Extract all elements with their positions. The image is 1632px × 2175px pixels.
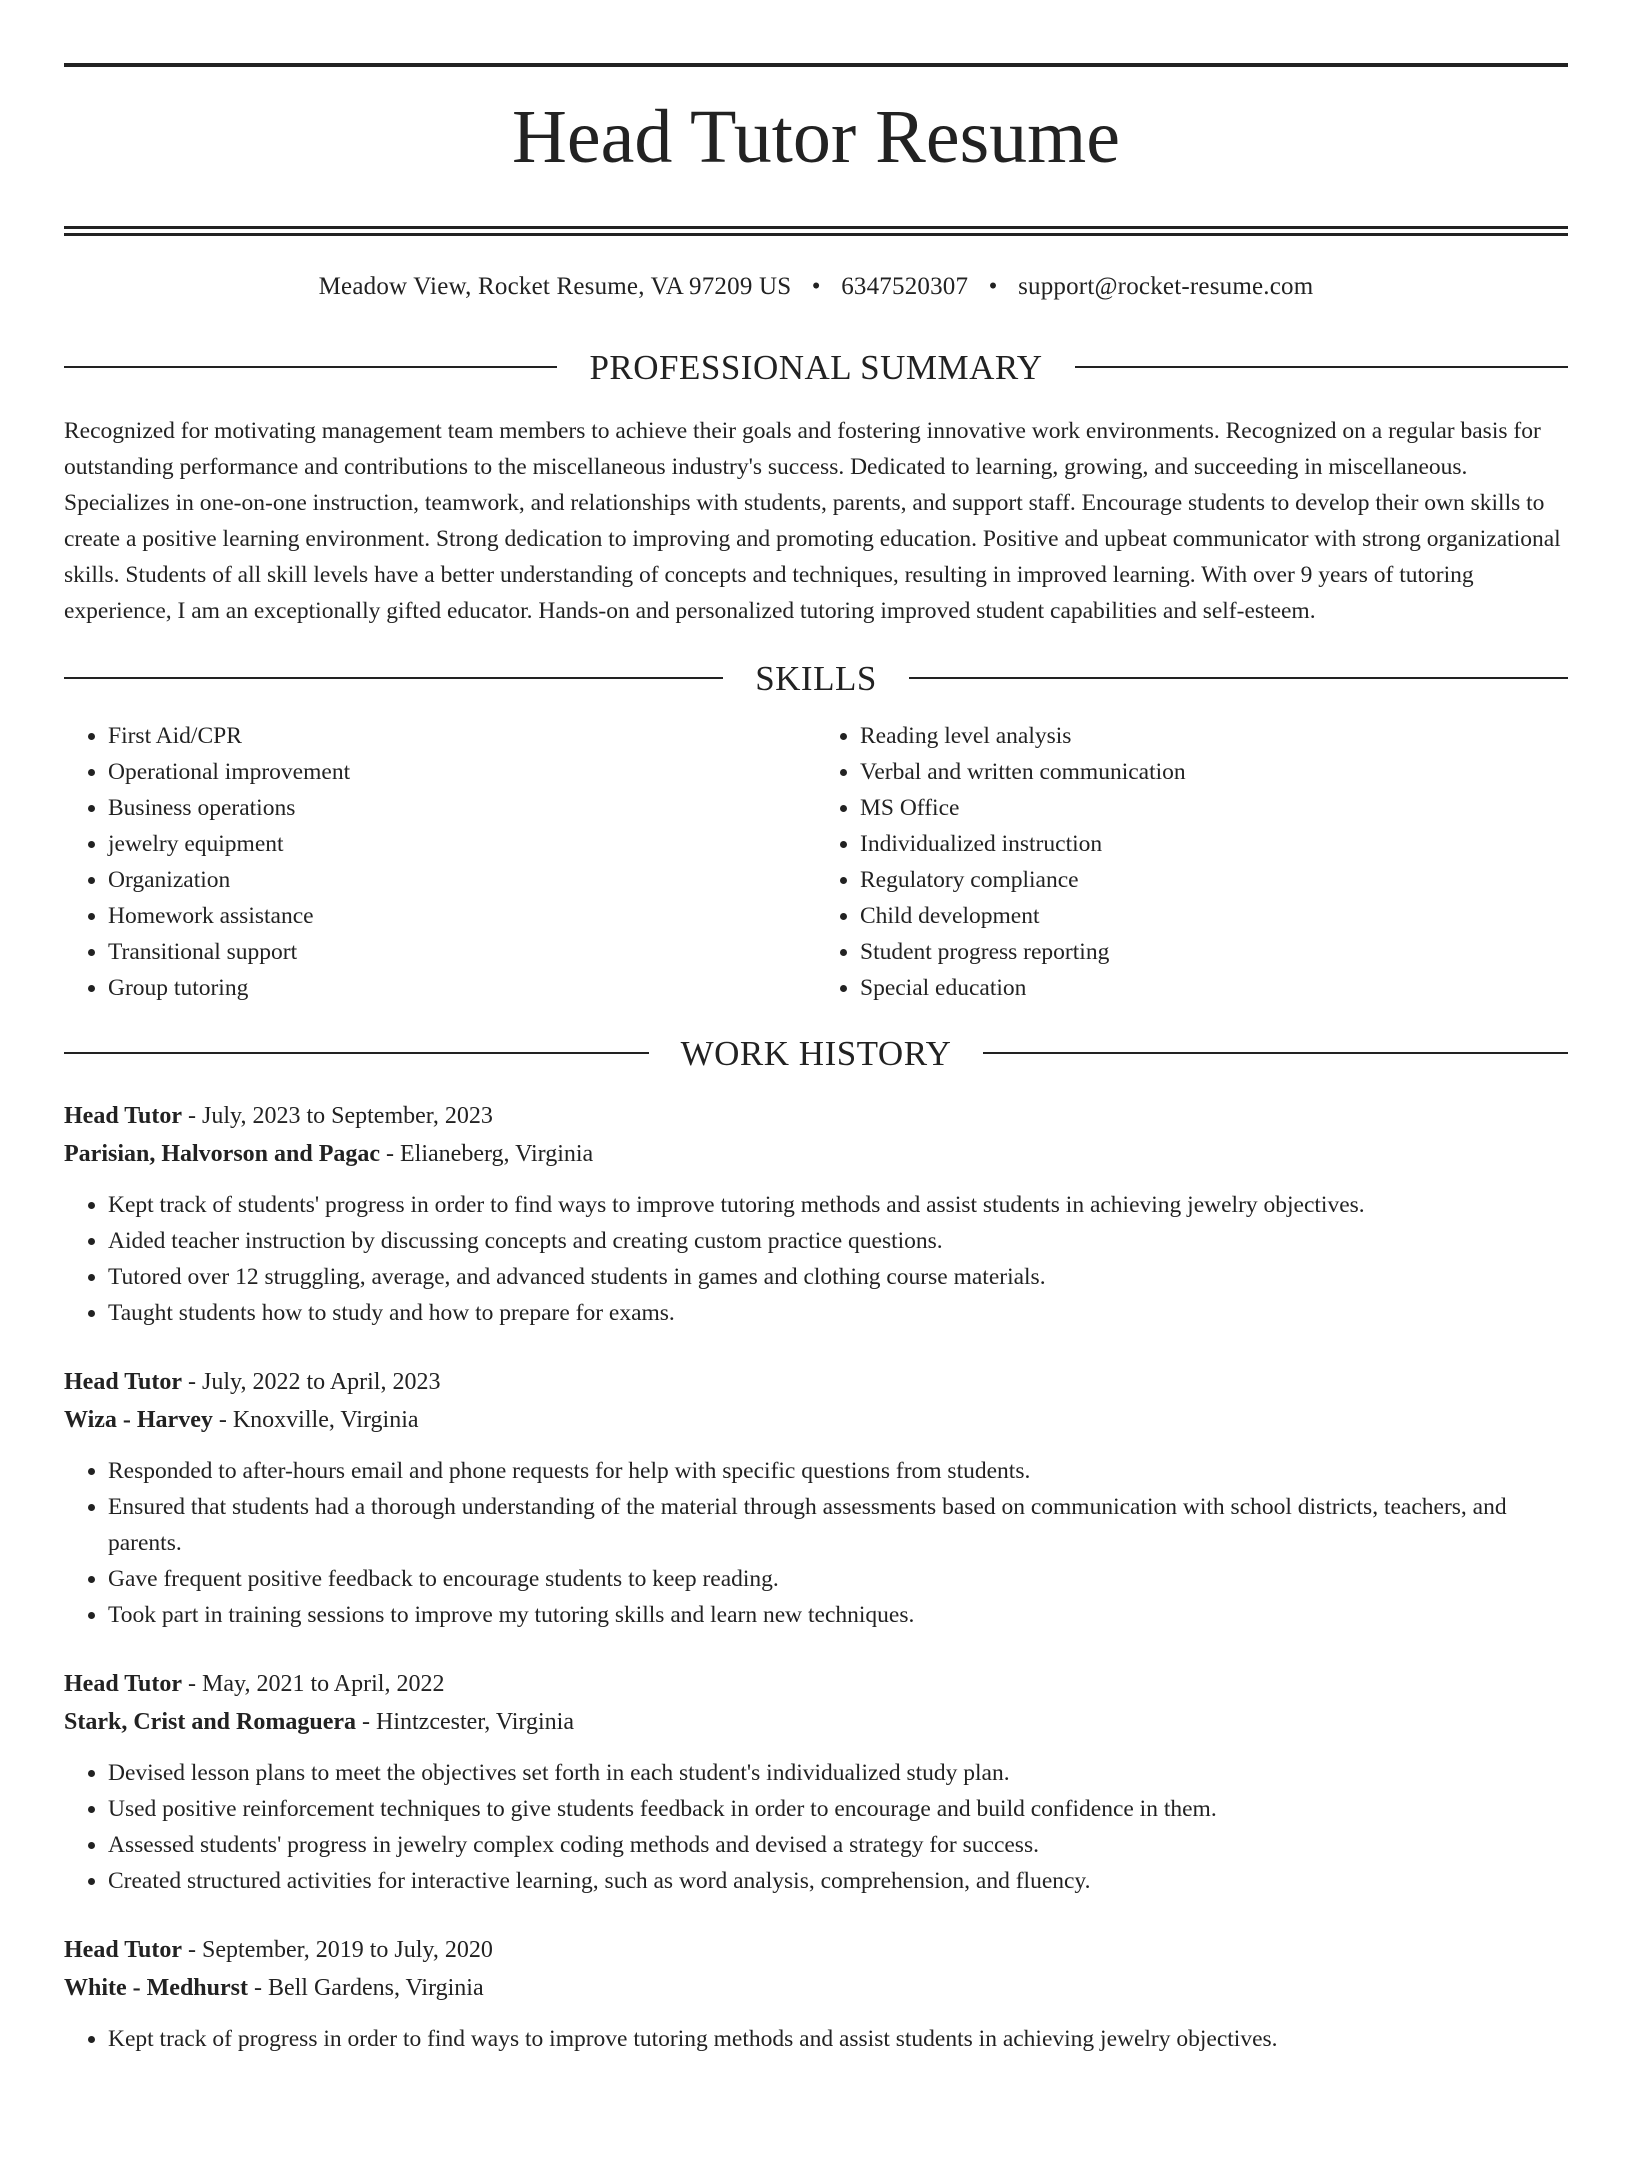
- work-heading: [64, 1033, 1568, 1073]
- job-dates: - May, 2021 to April, 2022: [182, 1670, 445, 1697]
- job-bullet: • Created structured activities for interactive learning, such as word analysis, comprehension, and fluency.: [108, 1863, 1568, 1899]
- skill-item: • Special education: [860, 970, 1568, 1006]
- job-title: Head Tutor: [64, 1102, 183, 1129]
- work-heading-label: WORK HISTORY: [680, 1033, 952, 1073]
- job-bullet: • Ensured that students had a thorough understanding of the material through assessments based on communication with school districts, teachers, and parents.: [108, 1489, 1568, 1561]
- skill-item: • Group tutoring: [108, 970, 816, 1006]
- job-dates: - July, 2022 to April, 2023: [182, 1368, 441, 1395]
- job-bullets: [64, 1187, 1568, 1331]
- job-company: Stark, Crist and Romaguera: [64, 1708, 356, 1735]
- heading-rule-right: [983, 1052, 1568, 1054]
- job-company-line: [64, 1401, 1568, 1439]
- heading-rule-right: [1075, 366, 1568, 368]
- job-bullet: • Aided teacher instruction by discussing concepts and creating custom practice questions.: [108, 1223, 1568, 1259]
- heading-rule-right: [909, 677, 1568, 679]
- job-location: - Elianeberg, Virginia: [380, 1140, 594, 1167]
- skill-item: • Regulatory compliance: [860, 862, 1568, 898]
- resume-title: Head Tutor Resume: [512, 95, 1120, 179]
- resume-page: [0, 63, 1632, 2175]
- skill-item: • Reading level analysis: [860, 718, 1568, 754]
- title-double-rule: [64, 226, 1568, 236]
- job-title: Head Tutor: [64, 1936, 183, 1963]
- job-entry: [64, 1097, 1568, 1331]
- job-bullet: • Took part in training sessions to improve my tutoring skills and learn new techniques.: [108, 1597, 1568, 1633]
- top-rule: [64, 63, 1568, 67]
- job-bullet: • Used positive reinforcement techniques to give students feedback in order to encourage and build confidence in them.: [108, 1791, 1568, 1827]
- job-title: Head Tutor: [64, 1368, 183, 1395]
- job-entry: [64, 1363, 1568, 1633]
- job-company: White - Medhurst: [64, 1974, 248, 2001]
- contact-separator: •: [988, 272, 998, 300]
- job-bullet: • Kept track of students' progress in order to find ways to improve tutoring methods and assist students in achieving jewelry objectives.: [108, 1187, 1568, 1223]
- job-company-line: [64, 1969, 1568, 2007]
- skill-item: • MS Office: [860, 790, 1568, 826]
- contact-phone: 6347520307: [841, 272, 969, 300]
- skill-item: • Operational improvement: [108, 754, 816, 790]
- heading-rule-left: [64, 1052, 649, 1054]
- skill-item: • Verbal and written communication: [860, 754, 1568, 790]
- job-entry: [64, 1665, 1568, 1899]
- job-bullet: • Kept track of progress in order to find ways to improve tutoring methods and assist students in achieving jewelry objectives.: [108, 2021, 1568, 2057]
- job-bullets: [64, 1755, 1568, 1899]
- job-dates: - September, 2019 to July, 2020: [182, 1936, 493, 1963]
- heading-rule-left: [64, 366, 557, 368]
- skills-column-right: [816, 718, 1568, 1006]
- job-dates: - July, 2023 to September, 2023: [182, 1102, 493, 1129]
- job-location: - Bell Gardens, Virginia: [247, 1974, 484, 2001]
- skill-item: • Homework assistance: [108, 898, 816, 934]
- contact-email: support@rocket-resume.com: [1018, 272, 1314, 300]
- job-bullet: • Responded to after-hours email and phone requests for help with specific questions from students.: [108, 1453, 1568, 1489]
- job-company: Wiza - Harvey: [64, 1406, 213, 1433]
- job-company: Parisian, Halvorson and Pagac: [64, 1140, 381, 1167]
- job-title-line: [64, 1931, 1568, 1969]
- skill-item: • Student progress reporting: [860, 934, 1568, 970]
- job-bullet: • Gave frequent positive feedback to encourage students to keep reading.: [108, 1561, 1568, 1597]
- job-bullet: • Taught students how to study and how to prepare for exams.: [108, 1295, 1568, 1331]
- contact-address: Meadow View, Rocket Resume, VA 97209 US: [318, 272, 792, 300]
- skills-heading: [64, 658, 1568, 698]
- skill-item: • Individualized instruction: [860, 826, 1568, 862]
- job-entry: [64, 1931, 1568, 2057]
- job-title: Head Tutor: [64, 1670, 183, 1697]
- skill-item: • jewelry equipment: [108, 826, 816, 862]
- job-bullet: • Assessed students' progress in jewelry complex coding methods and devised a strategy for success.: [108, 1827, 1568, 1863]
- skill-item: • Child development: [860, 898, 1568, 934]
- skill-item: • Organization: [108, 862, 816, 898]
- job-bullets: [64, 1453, 1568, 1633]
- heading-rule-left: [64, 677, 723, 679]
- contact-separator: •: [811, 272, 821, 300]
- job-title-line: [64, 1363, 1568, 1401]
- job-company-line: [64, 1135, 1568, 1173]
- skill-item: • Business operations: [108, 790, 816, 826]
- summary-heading-label: PROFESSIONAL SUMMARY: [589, 347, 1043, 387]
- skill-item: • First Aid/CPR: [108, 718, 816, 754]
- job-title-line: [64, 1665, 1568, 1703]
- job-company-line: [64, 1703, 1568, 1741]
- skill-item: • Transitional support: [108, 934, 816, 970]
- job-bullet: • Devised lesson plans to meet the objectives set forth in each student's individualized study plan.: [108, 1755, 1568, 1791]
- skills-heading-label: SKILLS: [755, 658, 877, 698]
- job-bullets: [64, 2021, 1568, 2057]
- job-bullet: • Tutored over 12 struggling, average, and advanced students in games and clothing course materials.: [108, 1259, 1568, 1295]
- skills-list: [64, 718, 1568, 1006]
- job-location: - Knoxville, Virginia: [212, 1406, 419, 1433]
- job-title-line: [64, 1097, 1568, 1135]
- summary-heading: [64, 347, 1568, 387]
- skills-column-left: [64, 718, 816, 1006]
- summary-text: Recognized for motivating management team members to achieve their goals and fostering innovative work environments. Recognized on a regular basis for outstanding performance and contributions to the miscellaneous industry's success. Dedicated to learning, growing, and succeeding in miscellaneous. Specializes in one-on-one instruction, teamwork, and relationships with students, parents, and support staff. Encourage students to develop their own skills to create a positive learning environment. Strong dedication to improving and promoting education. Positive and upbeat communicator with strong organizational skills. Students of all skill levels have a better understanding of concepts and techniques, resulting in improved learning. With over 9 years of tutoring experience, I am an exceptionally gifted educator. Hands-on and personalized tutoring improved student capabilities and self-esteem.: [64, 417, 1561, 624]
- job-location: - Hintzcester, Virginia: [356, 1708, 574, 1735]
- contact-line: [64, 272, 1568, 302]
